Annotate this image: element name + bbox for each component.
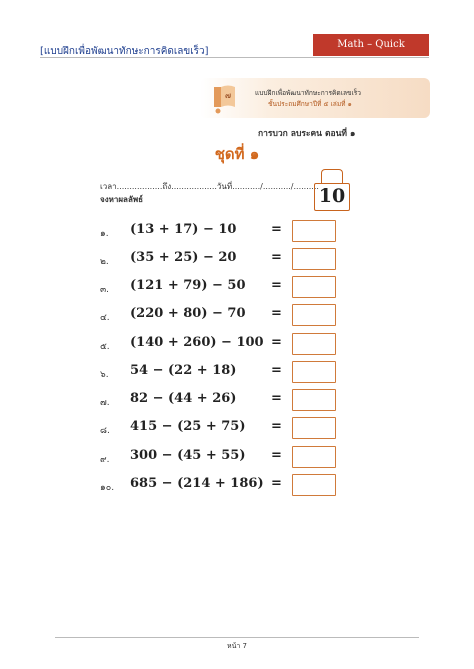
time-date-line: เวลา..................ถึง..................วันที่.........../.........../.......... bbox=[100, 182, 319, 191]
question-number: ๕. bbox=[100, 342, 110, 352]
question-number: ๑. bbox=[100, 229, 109, 239]
answer-box[interactable] bbox=[292, 333, 336, 355]
equals-sign: = bbox=[271, 419, 282, 434]
page-number: หน้า 7 bbox=[0, 633, 474, 652]
question-row bbox=[0, 446, 474, 470]
question-number: ๒. bbox=[100, 257, 109, 267]
question-expression: 54 − (22 + 18) bbox=[130, 363, 237, 378]
answer-box[interactable] bbox=[292, 361, 336, 383]
question-row bbox=[0, 333, 474, 357]
question-expression: (35 + 25) − 20 bbox=[130, 250, 237, 265]
question-row bbox=[0, 220, 474, 244]
answer-box[interactable] bbox=[292, 220, 336, 242]
equals-sign: = bbox=[271, 335, 282, 350]
question-row bbox=[0, 276, 474, 300]
question-row bbox=[0, 361, 474, 385]
question-expression: 685 − (214 + 186) bbox=[130, 476, 264, 491]
question-number: ๓. bbox=[100, 285, 110, 295]
question-expression: (220 + 80) − 70 bbox=[130, 306, 246, 321]
answer-box[interactable] bbox=[292, 276, 336, 298]
question-expression: 415 − (25 + 75) bbox=[130, 419, 246, 434]
question-row bbox=[0, 417, 474, 441]
answer-box[interactable] bbox=[292, 248, 336, 270]
question-number: ๑๐. bbox=[100, 483, 115, 493]
question-number: ๘. bbox=[100, 426, 110, 436]
set-title: ชุดที่ ๑ bbox=[214, 145, 260, 163]
question-expression: 300 − (45 + 55) bbox=[130, 448, 246, 463]
equals-sign: = bbox=[271, 391, 282, 406]
question-number: ๗. bbox=[100, 398, 110, 408]
score-box: 10 bbox=[314, 183, 350, 211]
answer-box[interactable] bbox=[292, 446, 336, 468]
equals-sign: = bbox=[271, 250, 282, 265]
banner-line-2: ชั้นประถมศึกษาปีที่ ๕ เล่มที่ ๑ bbox=[268, 100, 352, 108]
answer-box[interactable] bbox=[292, 474, 336, 496]
question-row bbox=[0, 389, 474, 413]
header-divider bbox=[40, 57, 429, 58]
question-expression: (13 + 17) − 10 bbox=[130, 222, 237, 237]
question-expression: 82 − (44 + 26) bbox=[130, 391, 237, 406]
score-box-tab bbox=[321, 169, 343, 183]
answer-box[interactable] bbox=[292, 389, 336, 411]
banner-number: ๗ bbox=[224, 91, 232, 100]
equals-sign: = bbox=[271, 448, 282, 463]
banner-line-1: แบบฝึกเพื่อพัฒนาทักษะการคิดเลขเร็ว bbox=[255, 89, 362, 97]
book-number-icon bbox=[211, 81, 245, 115]
question-row bbox=[0, 474, 474, 498]
answer-box[interactable] bbox=[292, 417, 336, 439]
question-number: ๙. bbox=[100, 455, 110, 465]
equals-sign: = bbox=[271, 363, 282, 378]
question-row bbox=[0, 304, 474, 328]
answer-box[interactable] bbox=[292, 304, 336, 326]
question-row bbox=[0, 248, 474, 272]
equals-sign: = bbox=[271, 476, 282, 491]
header-badge: Math – Quick Calculator bbox=[313, 34, 429, 56]
equals-sign: = bbox=[271, 306, 282, 321]
equals-sign: = bbox=[271, 278, 282, 293]
question-expression: (140 + 260) − 100 bbox=[130, 335, 264, 350]
question-expression: (121 + 79) − 50 bbox=[130, 278, 246, 293]
header-title: [แบบฝึกเพื่อพัฒนาทักษะการคิดเลขเร็ว] bbox=[40, 46, 209, 57]
question-number: ๔. bbox=[100, 313, 110, 323]
question-number: ๖. bbox=[100, 370, 109, 380]
equals-sign: = bbox=[271, 222, 282, 237]
instruction: จงหาผลลัพธ์ bbox=[100, 195, 144, 204]
lesson-title: การบวก ลบระคน ตอนที่ ๑ bbox=[258, 129, 356, 139]
